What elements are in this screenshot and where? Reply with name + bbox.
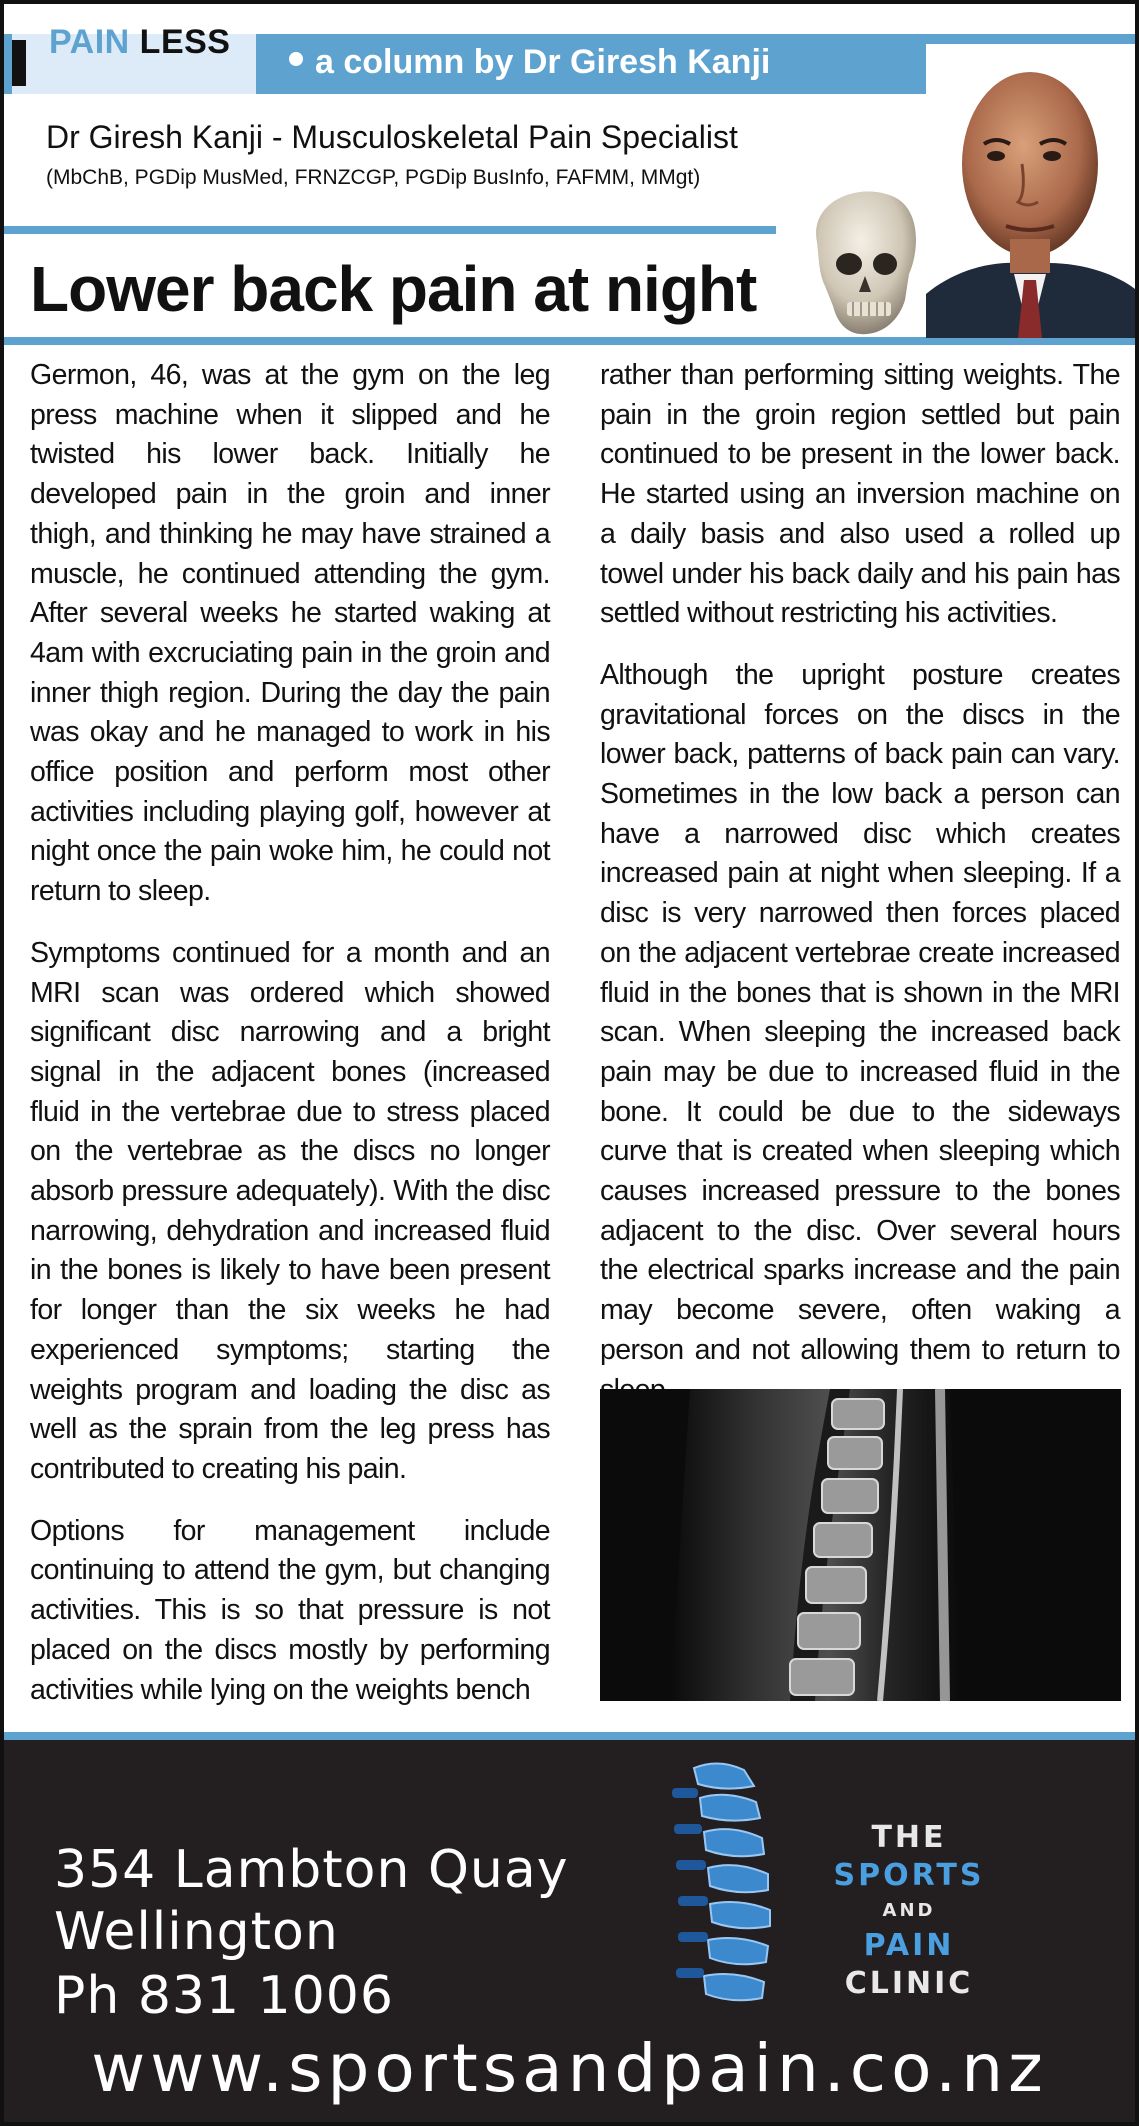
- address-line-2: Wellington: [54, 1902, 339, 1962]
- mri-scan-image: [600, 1389, 1121, 1701]
- header-rule: [4, 226, 776, 234]
- article-headline: Lower back pain at night: [30, 253, 757, 325]
- tagline-text: a column by Dr Giresh Kanji: [315, 43, 771, 81]
- headline-rule: [4, 337, 1135, 345]
- column-tagline: [289, 37, 770, 87]
- paragraph: Options for management include continuing to attend the gym, but changing activities. This is so that pressure is not placed on the discs mostly by performing activities while lying on the weights bench: [30, 1514, 550, 1706]
- paragraph: rather than performing sitting weights. The pain in the groin region settled but pain continued to be present in the lower back. He started using an inversion machine on a daily basis and also used a rolled up towel under his back daily and his pain has settled without restricting his activities.: [600, 359, 1120, 630]
- address-line-1: 354 Lambton Quay: [54, 1840, 569, 1900]
- title-strip: [12, 40, 26, 86]
- article-column-right: [600, 356, 1120, 1432]
- column-title: [49, 22, 230, 62]
- spine-logo-icon: [664, 1758, 814, 2018]
- clinic-name-pain: PAIN: [863, 1928, 955, 1963]
- bullet-icon: [289, 52, 303, 66]
- website-url: www.sportsandpain.co.nz: [91, 2030, 1048, 2107]
- clinic-name-the: THE: [871, 1820, 947, 1855]
- paragraph: Germon, 46, was at the gym on the leg press machine when it slipped and he twisted his lower back. Initially he developed pain in the groin and inner thigh, and thinking he may have strained a muscle, he continued attending the gym. After several weeks he started waking at 4am with excruciating pain in the groin and inner thigh region. During the day the pain was okay and he managed to work in his office position and perform most other activities including playing golf, however at night once the pain woke him, he could not return to sleep.: [30, 359, 550, 908]
- skull-icon: [797, 182, 925, 338]
- author-qualifications: (MbChB, PGDip MusMed, FRNZCGP, PGDip BusInfo, FAFMM, MMgt): [46, 166, 701, 189]
- clinic-name-clinic: CLINIC: [844, 1966, 974, 2001]
- clinic-name-sports: SPORTS: [833, 1858, 985, 1893]
- clinic-name-and: AND: [882, 1900, 936, 1921]
- paragraph: Symptoms continued for a month and an MRI scan was ordered which showed significant disc narrowing and a bright signal in the adjacent bones (increased fluid in the vertebrae due to stress placed on the vertebrae as the discs no longer absorb pressure adequately). With the disc narrowing, dehydration and increased fluid in the bones is likely to have been present for longer than the six weeks he had experienced symptoms; starting the weights program and loading the disc as well as the sprain from the leg press has contributed to creating his pain.: [30, 936, 550, 1485]
- column-title-pain: PAIN: [49, 23, 130, 61]
- column-title-less: LESS: [139, 23, 231, 61]
- paragraph: Although the upright posture creates gravitational forces on the discs in the lower back, patterns of back pain can vary. Sometimes in the low back a person can have a narrowed disc which creates increased pain at night when sleeping. If a disc is very narrowed then forces placed on the adjacent vertebrae create increased fluid in the bones that is shown in the MRI scan. When sleeping the increased back pain may be due to increased fluid in the bone. It could be due to the sideways curve that is created when sleeping which causes increased pressure to the bones adjacent to the disc. Over several hours the electrical sparks increase and the pain may become severe, often waking a person and not allowing them to return to: [600, 658, 1120, 1366]
- phone-number: Ph 831 1006: [54, 1966, 394, 2026]
- article-column-left: [30, 356, 550, 1732]
- clinic-footer: [4, 1732, 1135, 2126]
- author-name: Dr Giresh Kanji - Musculoskeletal Pain Specialist: [46, 119, 738, 155]
- author-portrait-icon: [926, 44, 1135, 338]
